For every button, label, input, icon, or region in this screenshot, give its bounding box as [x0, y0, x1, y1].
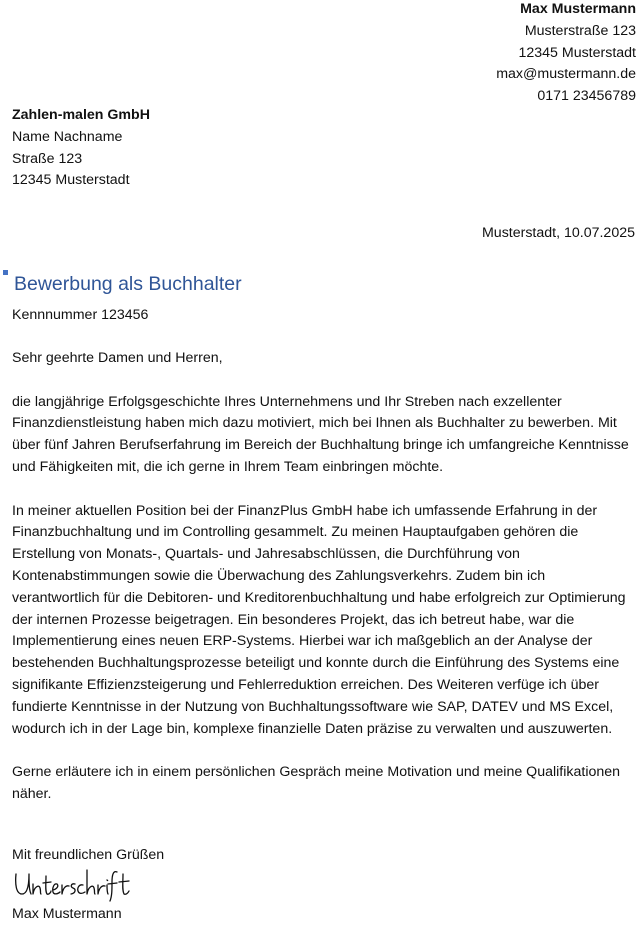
closing-phrase: Mit freundlichen Grüßen	[12, 847, 165, 863]
recipient-company: Zahlen-malen GmbH	[12, 107, 150, 123]
salutation: Sehr geehrte Damen und Herren,	[12, 350, 223, 366]
paragraph-closing: Gerne erläutere ich in einem persönlichen Gespräch meine Motivation und meine Qualifikationen näher.	[12, 764, 621, 802]
signer-name: Max Mustermann	[12, 906, 122, 922]
sender-phone: 0171 23456789	[537, 88, 636, 105]
signature-image	[13, 866, 133, 902]
reference-number: Kennnummer 123456	[12, 307, 149, 323]
sender-email: max@mustermann.de	[496, 66, 636, 83]
letter-subject: Bewerbung als Buchhalter	[14, 273, 242, 295]
recipient-address	[12, 105, 150, 192]
sender-address	[496, 0, 636, 108]
letter-body	[12, 348, 636, 828]
letter-date: Musterstadt, 10.07.2025	[481, 225, 635, 241]
recipient-city: 12345 Musterstadt	[12, 172, 130, 189]
sender-city: 12345 Musterstadt	[518, 44, 636, 61]
heading-marker	[3, 270, 8, 275]
recipient-street: Straße 123	[12, 150, 83, 167]
recipient-contact: Name Nachname	[12, 128, 123, 145]
sender-street: Musterstraße 123	[524, 22, 636, 39]
paragraph-experience: In meiner aktuellen Position bei der FinanzPlus GmbH habe ich umfassende Erfahrung in der Finanzbuchhaltung und im Controlling gesammelt. Zu meinen Hauptaufgaben gehören die Erstellung von Monats-, Quartals- und Jahresabschlüssen, die Durchführung von Kontenabstimmungen sowie die Überwachung des Zahlungsverkehrs. Zudem bin ich verantwortlich für die Debitoren- und Kreditorenbuchhaltung und habe erfolgreich zur Optimierung der internen Prozesse beigetragen. Ein besonderes Projekt, das ich betreut habe, war die Implementierung eines neuen ERP-Systems. Hierbei war ich maßgeblich an der Analyse der bestehenden Buchhaltungsprozesse beteiligt und konnte durch die Einführung des Systems eine signifikante Effizienzsteigerung und Fehlerreduktion erreichen. Des Weiteren verfüge ich über fundierte Kenntnisse in der Nutzung von Buchhaltungssoftware wie SAP, DATEV und MS Excel, wodurch ich in der Lage bin, komplexe finanzielle Daten präzise zu verwalten und auszuwerten.	[12, 502, 626, 737]
paragraph-motivation: die langjährige Erfolgsgeschichte Ihres Unternehmens und Ihr Streben nach exzellenter Finanzdienstleistung haben mich dazu motiviert, mich bei Ihnen als Buchhalter zu bewerben. Mit über fünf Jahren Berufserfahrung im Bereich der Buchhaltung bringe ich umfangreiche Kenntnisse und Fähigkeiten mit, die ich gerne in Ihrem Team einbringen möchte.	[12, 393, 629, 475]
sender-name: Max Mustermann	[520, 1, 636, 17]
